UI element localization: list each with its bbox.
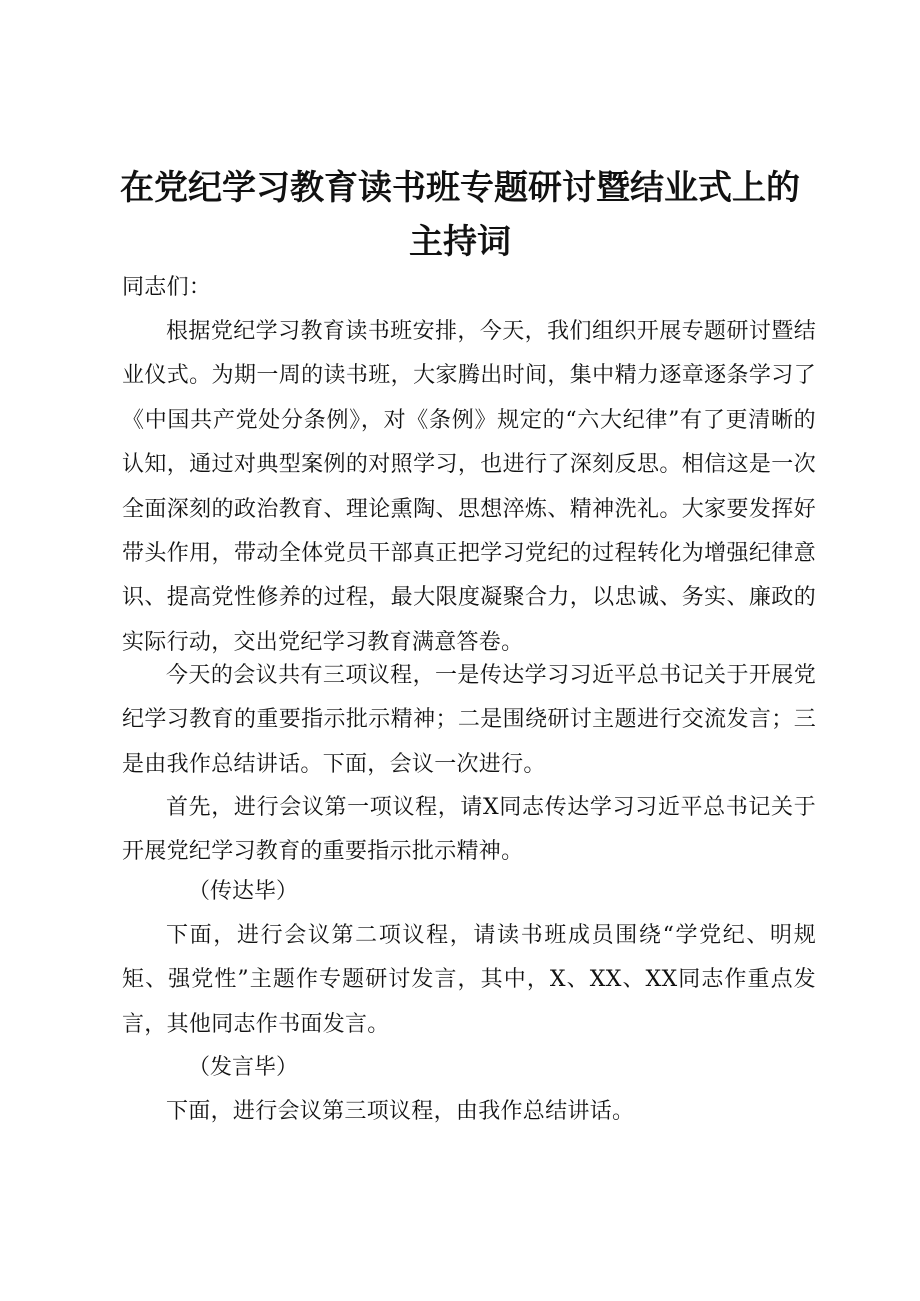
document-title-line-1: 在党纪学习教育读书班专题研讨暨结业式上的 — [120, 168, 800, 208]
paragraph-item-two: 下面，进行会议第二项议程，请读书班成员围绕“学党纪、明规矩、强党性”主题作专题研讨发言，其中，X、XX、XX同志作重点发言，其他同志作书面发言。 — [122, 923, 816, 1037]
paragraph-opening: 根据党纪学习教育读书班安排，今天，我们组织开展专题研讨暨结业仪式。为期一周的读书班，大家腾出时间，集中精力逐章逐条学习了《中国共产党处分条例》，对《条例》规定的“六大纪律”有了更清晰的认知，通过对典型案例的对照学习，也进行了深刻反思。相信这是一次全面深刻的政治教育、理论熏陶、思想淬炼、精神洗礼。大家要发挥好带头作用，带动全体党员干部真正把学习党纪的过程转化为增强纪律意识、提高党性修养的过程，最大限度凝聚合力，以忠诚、务实、廉政的实际行动，交出党纪学习教育满意答卷。 — [122, 319, 816, 655]
document-title-line-2: 主持词 — [409, 222, 511, 262]
paragraph-item-one: 首先，进行会议第一项议程，请X同志传达学习习近平总书记关于开展党纪学习教育的重要指示批示精神。 — [122, 795, 816, 865]
stage-note-relay-done: （传达毕） — [188, 879, 299, 904]
paragraph-agenda: 今天的会议共有三项议程，一是传达学习习近平总书记关于开展党纪学习教育的重要指示批示精神；二是围绕研讨主题进行交流发言；三是由我作总结讲话。下面，会议一次进行。 — [122, 663, 816, 777]
paragraph-item-three: 下面，进行会议第三项议程，由我作总结讲话。 — [166, 1099, 635, 1124]
salutation: 同志们： — [122, 275, 212, 300]
stage-note-speech-done: （发言毕） — [188, 1055, 299, 1080]
